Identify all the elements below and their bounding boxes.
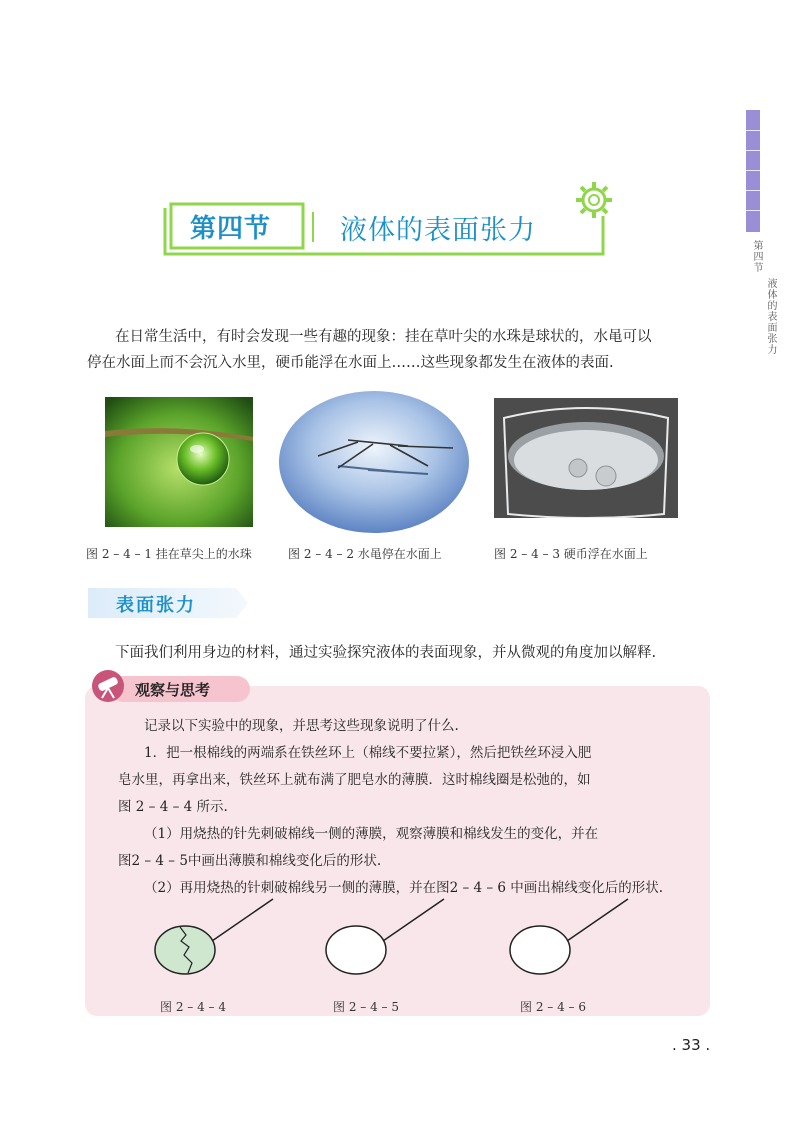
- page-number: . 33 .: [672, 1036, 711, 1054]
- observe-line-7: （2）再用烧热的针刺破棉线另一侧的薄膜，并在图2 – 4 – 6 中画出棉线变化后的形状.: [144, 880, 664, 896]
- figure-caption-2-4-2: 图 2 – 4 – 2 水黾停在水面上: [288, 547, 442, 561]
- section-title: 液体的表面张力: [340, 215, 536, 246]
- observe-label: 观察与思考: [135, 681, 211, 699]
- observe-line-5: （1）用烧热的针先刺破棉线一侧的薄膜，观察薄膜和棉线发生的变化，并在: [144, 826, 599, 842]
- section-number: 第四节: [190, 214, 272, 244]
- side-tab-bar: [746, 110, 760, 232]
- photo-water-strider: [278, 390, 470, 535]
- observe-line-6: 图2 – 4 – 5中画出薄膜和棉线变化后的形状.: [118, 853, 382, 869]
- gear-icon: [574, 180, 614, 224]
- side-tab-topic: 液体的表面张力: [765, 278, 776, 355]
- telescope-icon: [90, 666, 130, 708]
- intro-line-2: 停在水面上而不会沉入水里，硬币能浮在水面上……这些现象都发生在液体的表面.: [87, 355, 614, 371]
- figure-caption-2-4-5: 图 2 – 4 – 5: [333, 1000, 399, 1014]
- observe-line-1: 记录以下实验中的现象，并思考这些现象说明了什么.: [144, 718, 459, 734]
- figure-caption-2-4-3: 图 2 – 4 – 3 硬币浮在水面上: [494, 547, 648, 561]
- observe-line-2: 1．把一根棉线的两端系在铁丝环上（棉线不要拉紧），然后把铁丝环浸入肥: [144, 745, 592, 761]
- figure-ring-2-4-4: [150, 895, 280, 989]
- figure-caption-2-4-6: 图 2 – 4 – 6: [520, 1000, 586, 1014]
- section-heading: 表面张力: [116, 595, 196, 616]
- photo-coins-in-water: [494, 398, 678, 518]
- figure-ring-2-4-5: [318, 895, 448, 989]
- observe-line-3: 皂水里，再拿出来，铁丝环上就布满了肥皂水的薄膜．这时棉线圈是松弛的，如: [118, 772, 591, 788]
- photo-water-droplet: [105, 397, 253, 527]
- intro-line-1: 在日常生活中，有时会发现一些有趣的现象：挂在草叶尖的水珠是球状的，水黾可以: [115, 329, 652, 345]
- figure-caption-2-4-1: 图 2 – 4 – 1 挂在草尖上的水珠: [86, 547, 252, 561]
- observe-line-4: 图 2 – 4 – 4 所示.: [118, 799, 228, 815]
- side-tab-section: 第四节: [751, 240, 762, 273]
- figure-ring-2-4-6: [503, 895, 633, 989]
- figure-caption-2-4-4: 图 2 – 4 – 4: [160, 1000, 226, 1014]
- section-intro-text: 下面我们利用身边的材料，通过实验探究液体的表面现象，并从微观的角度加以解释.: [115, 645, 657, 661]
